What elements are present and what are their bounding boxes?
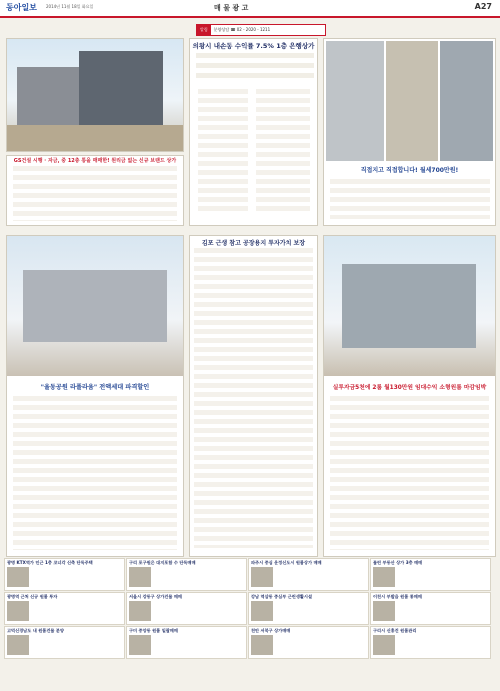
ad-gs: [6, 155, 184, 226]
ad-small-units: [323, 235, 496, 557]
small-ad: 고덕신경남도 내 원룸건물 분양: [4, 626, 125, 659]
gs-rendering: [6, 38, 184, 152]
ad-uiwang-title: 의왕시 내손동 수익률 7.5% 1층 은행상가: [192, 42, 315, 50]
small-ad: 광명역 근처 신규 원룸 투자: [4, 592, 125, 625]
ad-rental-income-title: 직접지고 직접합니다! 월세700만원!: [360, 167, 459, 174]
issue-date: 2014년 11월 18일 화요일: [46, 4, 94, 9]
ad-yuldong-title: "율동공원 라폴라움" 전액세대 파격할인: [40, 384, 150, 391]
small-ad: 강남 역삼동 중심부 근린생활시설: [248, 592, 369, 625]
small-ad: 이천시 부발읍 원룸 통매매: [370, 592, 491, 625]
small-ad: 구리 포구원은 대지포함 수 단독매매: [126, 558, 247, 591]
small-ad: 천안 서북구 상가매매: [248, 626, 369, 659]
ad-gs-title: GS건설 시행 · 자금, 중 12층 통을 매매한! 원리금 없는 신규 브랜드 상가: [13, 158, 177, 164]
ad-uiwang: [189, 38, 318, 226]
section-title: 매 물 광 고: [214, 4, 249, 12]
ad-gimpo-title: 김포 근생 참고 공장용지 투자가치 보장: [201, 240, 306, 247]
newspaper-logo: 동아일보: [6, 3, 37, 12]
small-ad: 구미 중앙동 원룸 일괄매매: [126, 626, 247, 659]
ad-rental-income: [323, 38, 496, 226]
small-ad: 물린 부동산 상가 3층 매매: [370, 558, 491, 591]
ad-gimpo: [189, 235, 318, 557]
small-ad: 구리시 신흥건 원룸관리: [370, 626, 491, 659]
small-ads-grid: [0, 555, 500, 691]
small-ad: 광명 KTX역가 인근 1층 코너각 신축 단독주택: [4, 558, 125, 591]
page-header: [0, 0, 500, 18]
page-number: A27: [474, 2, 492, 11]
small-ad: 서울시 강동구 상가건물 매매: [126, 592, 247, 625]
info-phone: 분양상담 ☎ 02 - 2020 - 1211: [213, 27, 271, 32]
ad-small-units-title: 실투자금5천에 2룸 월130만원 임대수익 소형원룸 마감임박: [332, 385, 487, 391]
info-band: [0, 24, 500, 34]
ad-yuldong: [6, 235, 184, 557]
info-label: 알림: [197, 25, 211, 35]
small-ad: 파주시 중심 운정신도시 원룸상가 매매: [248, 558, 369, 591]
